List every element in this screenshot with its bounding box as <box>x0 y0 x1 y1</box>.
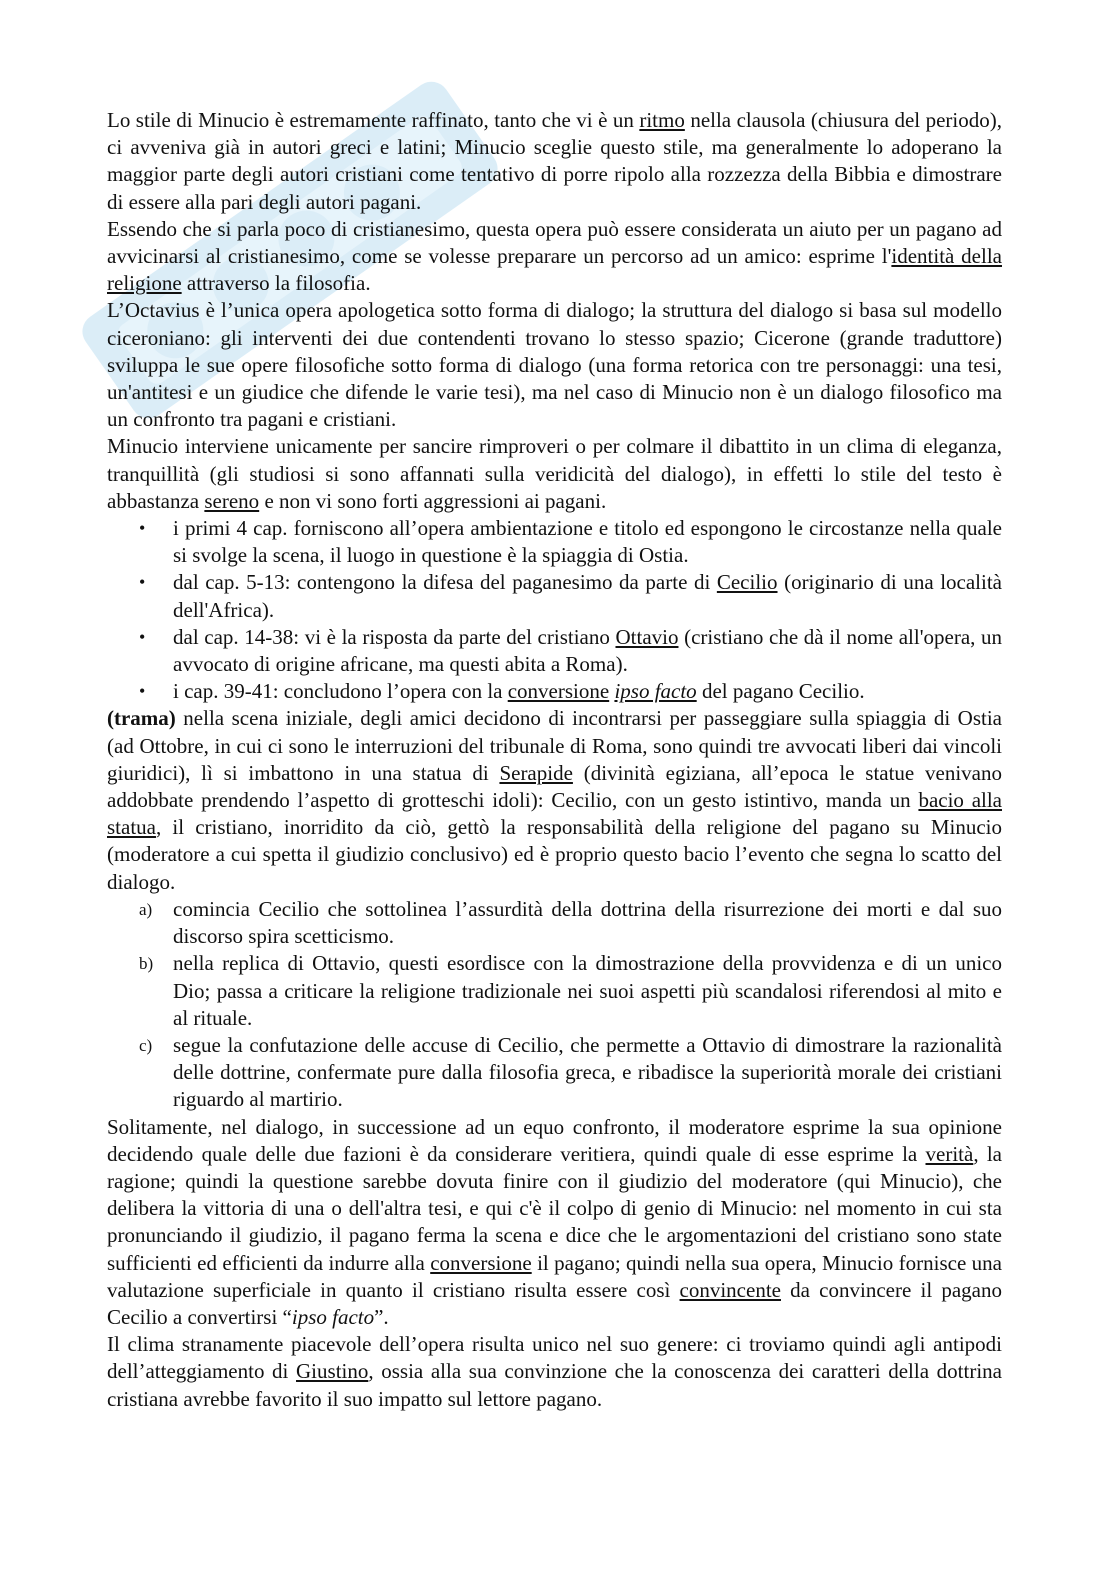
paragraph-octavius: L’Octavius è l’unica opera apologetica sotto forma di dialogo; la struttura del dialogo si basa sul modello ciceroniano: gli interventi dei due contendenti trovano lo stesso spazio; Cicerone (grande traduttore) sviluppa le sue opere filosofiche sotto forma di dialogo (una forma retorica con tre personaggi: una tesi, un'antitesi e un giudice che difende le varie tesi), ma nel caso di Minucio non è un dialogo filosofico ma un confronto tra pagani e cristiani. <box>107 298 1002 432</box>
list-item: c) segue la confutazione delle accuse di Cecilio, che permette a Ottavio di dimostrare la razionalità delle dottrine, confermate pure dalla filosofia greca, e ribadisce la superiorità morale dei cristiani riguardo al martirio. <box>139 1032 1002 1112</box>
paragraph-style: Lo stile di Minucio è estremamente raffinato, tanto che vi è un ritmo nella clausola (chiusura del periodo), ci avveniva già in autori greci e latini; Minucio sceglie questo stile, ma generalmente lo adoperano la maggior parte degli autori cristiani come tentativo di porre ripolo alla rozzezza della Bibbia e dimostrare di essere alla pari degli autori pagani. <box>107 108 1002 214</box>
list-item: • i primi 4 cap. forniscono all’opera ambientazione e titolo ed espongono le circostanze nella quale si svolge la scena, il luogo in questione è la spiaggia di Ostia. <box>139 516 1002 568</box>
bullet-icon: • <box>139 626 146 647</box>
paragraph-minucio: Minucio interviene unicamente per sancire rimproveri o per colmare il dibattito in un clima di eleganza, tranquillità (gli studiosi si sono affannati sulla veridicità del dialogo), in effetti lo stile del testo è abbastanza sereno e non vi sono forti aggressioni ai pagani. <box>107 434 1002 513</box>
term-verita: verità <box>925 1141 974 1166</box>
list-item: • dal cap. 14-38: vi è la risposta da parte del cristiano Ottavio (cristiano che dà il nome all'opera, un avvocato di origine africane, ma questi abita a Roma). <box>139 624 1002 677</box>
term-convincente: convincente <box>679 1277 781 1302</box>
document-page <box>107 107 1002 1413</box>
term-cecilio: Cecilio <box>716 570 778 595</box>
list-item: b) nella replica di Ottavio, questi esordisce con la dimostrazione della provvidenza e di un unico Dio; passa a criticare la religione tradizionale nei suoi aspetti più scandalosi riferendosi al mito e al rituale. <box>139 951 1002 1030</box>
bullet-icon: • <box>139 681 146 702</box>
paragraph-trama: (trama) nella scena iniziale, degli amici decidono di incontrarsi per passeggiare sulla spiaggia di Ostia (ad Ottobre, in cui ci sono le interruzioni del tribunale di Roma, sono quindi tre avvocati liberi dai vincoli giuridici), lì si imbattono in una statua di Serapide (divinità egiziana, all’epoca le statue venivano addobbate prendendo l’aspetto di grotteschi idoli): Cecilio, con un gesto istintivo, manda un bacio alla statua, il cristiano, inorridito da ciò, gettò la responsabilità della religione del pagano su Minucio (moderatore a cui spetta il giudizio conclusivo) ed è proprio questo bacio l’evento che segna lo scatto del dialogo. <box>107 706 1003 894</box>
term-conversione: conversione <box>507 679 610 704</box>
term-ipso-facto: ipso facto <box>291 1304 375 1329</box>
list-item: a) comincia Cecilio che sottolinea l’assurdità della dottrina della risurrezione dei morti e dal suo discorso spira scetticismo. <box>139 896 1002 949</box>
list-item: • dal cap. 5-13: contengono la difesa del paganesimo da parte di Cecilio (originario di una località dell'Africa). <box>139 570 1002 622</box>
chapter-list <box>107 515 1002 705</box>
paragraph-clima: Il clima stranamente piacevole dell’opera risulta unico nel suo genere: ci troviamo quindi agli antipodi dell’atteggiamento di Giustino, ossia alla sua convinzione che la conoscenza dei caratteri della dottrina cristiana avrebbe favorito il suo impatto sul lettore pagano. <box>107 1332 1002 1411</box>
trama-label: (trama) <box>107 706 176 731</box>
paragraph-moderatore: Solitamente, nel dialogo, in successione ad un equo confronto, il moderatore esprime la sua opinione decidendo quale delle due fazioni è da considerare veritiera, quindi quale di esse esprime la verità, la ragione; quindi la questione sarebbe dovuta finire con il giudizio del moderatore (qui Minucio), che delibera la vittoria di una o dell'altra tesi, e qui c'è il colpo di genio di Minucio: nel momento in cui sta pronunciando il giudizio, il pagano ferma la scena e dice che le argomentazioni del cristiano sono state sufficienti ed efficienti da indurre alla conversione il pagano; quindi nella sua opera, Minucio fornisce una valutazione superficiale in quanto il cristiano risulta essere così convincente da convincere il pagano Cecilio a convertirsi “ipso facto”. <box>107 1114 1002 1329</box>
term-conversione: conversione <box>430 1250 532 1275</box>
list-item: • i cap. 39-41: concludono l’opera con la conversione ipso facto del pagano Cecilio. <box>107 678 1002 705</box>
term-sereno: sereno <box>204 488 260 513</box>
bullet-icon: • <box>139 572 146 593</box>
bullet-icon: • <box>139 518 146 539</box>
paragraph-intent: Essendo che si parla poco di cristianesimo, questa opera può essere considerata un aiuto per un pagano ad avvicinarsi al cristianesimo, come se volesse preparare un percorso ad un amico: esprime l'identità della religione attraverso la filosofia. <box>107 216 1002 296</box>
term-ottavio: Ottavio <box>615 624 679 649</box>
term-giustino: Giustino <box>296 1359 369 1384</box>
term-serapide: Serapide <box>499 760 573 785</box>
term-bacio: bacio alla statua <box>107 788 1002 840</box>
dialogue-steps <box>107 896 1002 1114</box>
term-identita: identità della religione <box>107 244 1002 296</box>
term-ipso-facto: ipso facto <box>614 679 697 704</box>
term-ritmo: ritmo <box>639 108 685 132</box>
